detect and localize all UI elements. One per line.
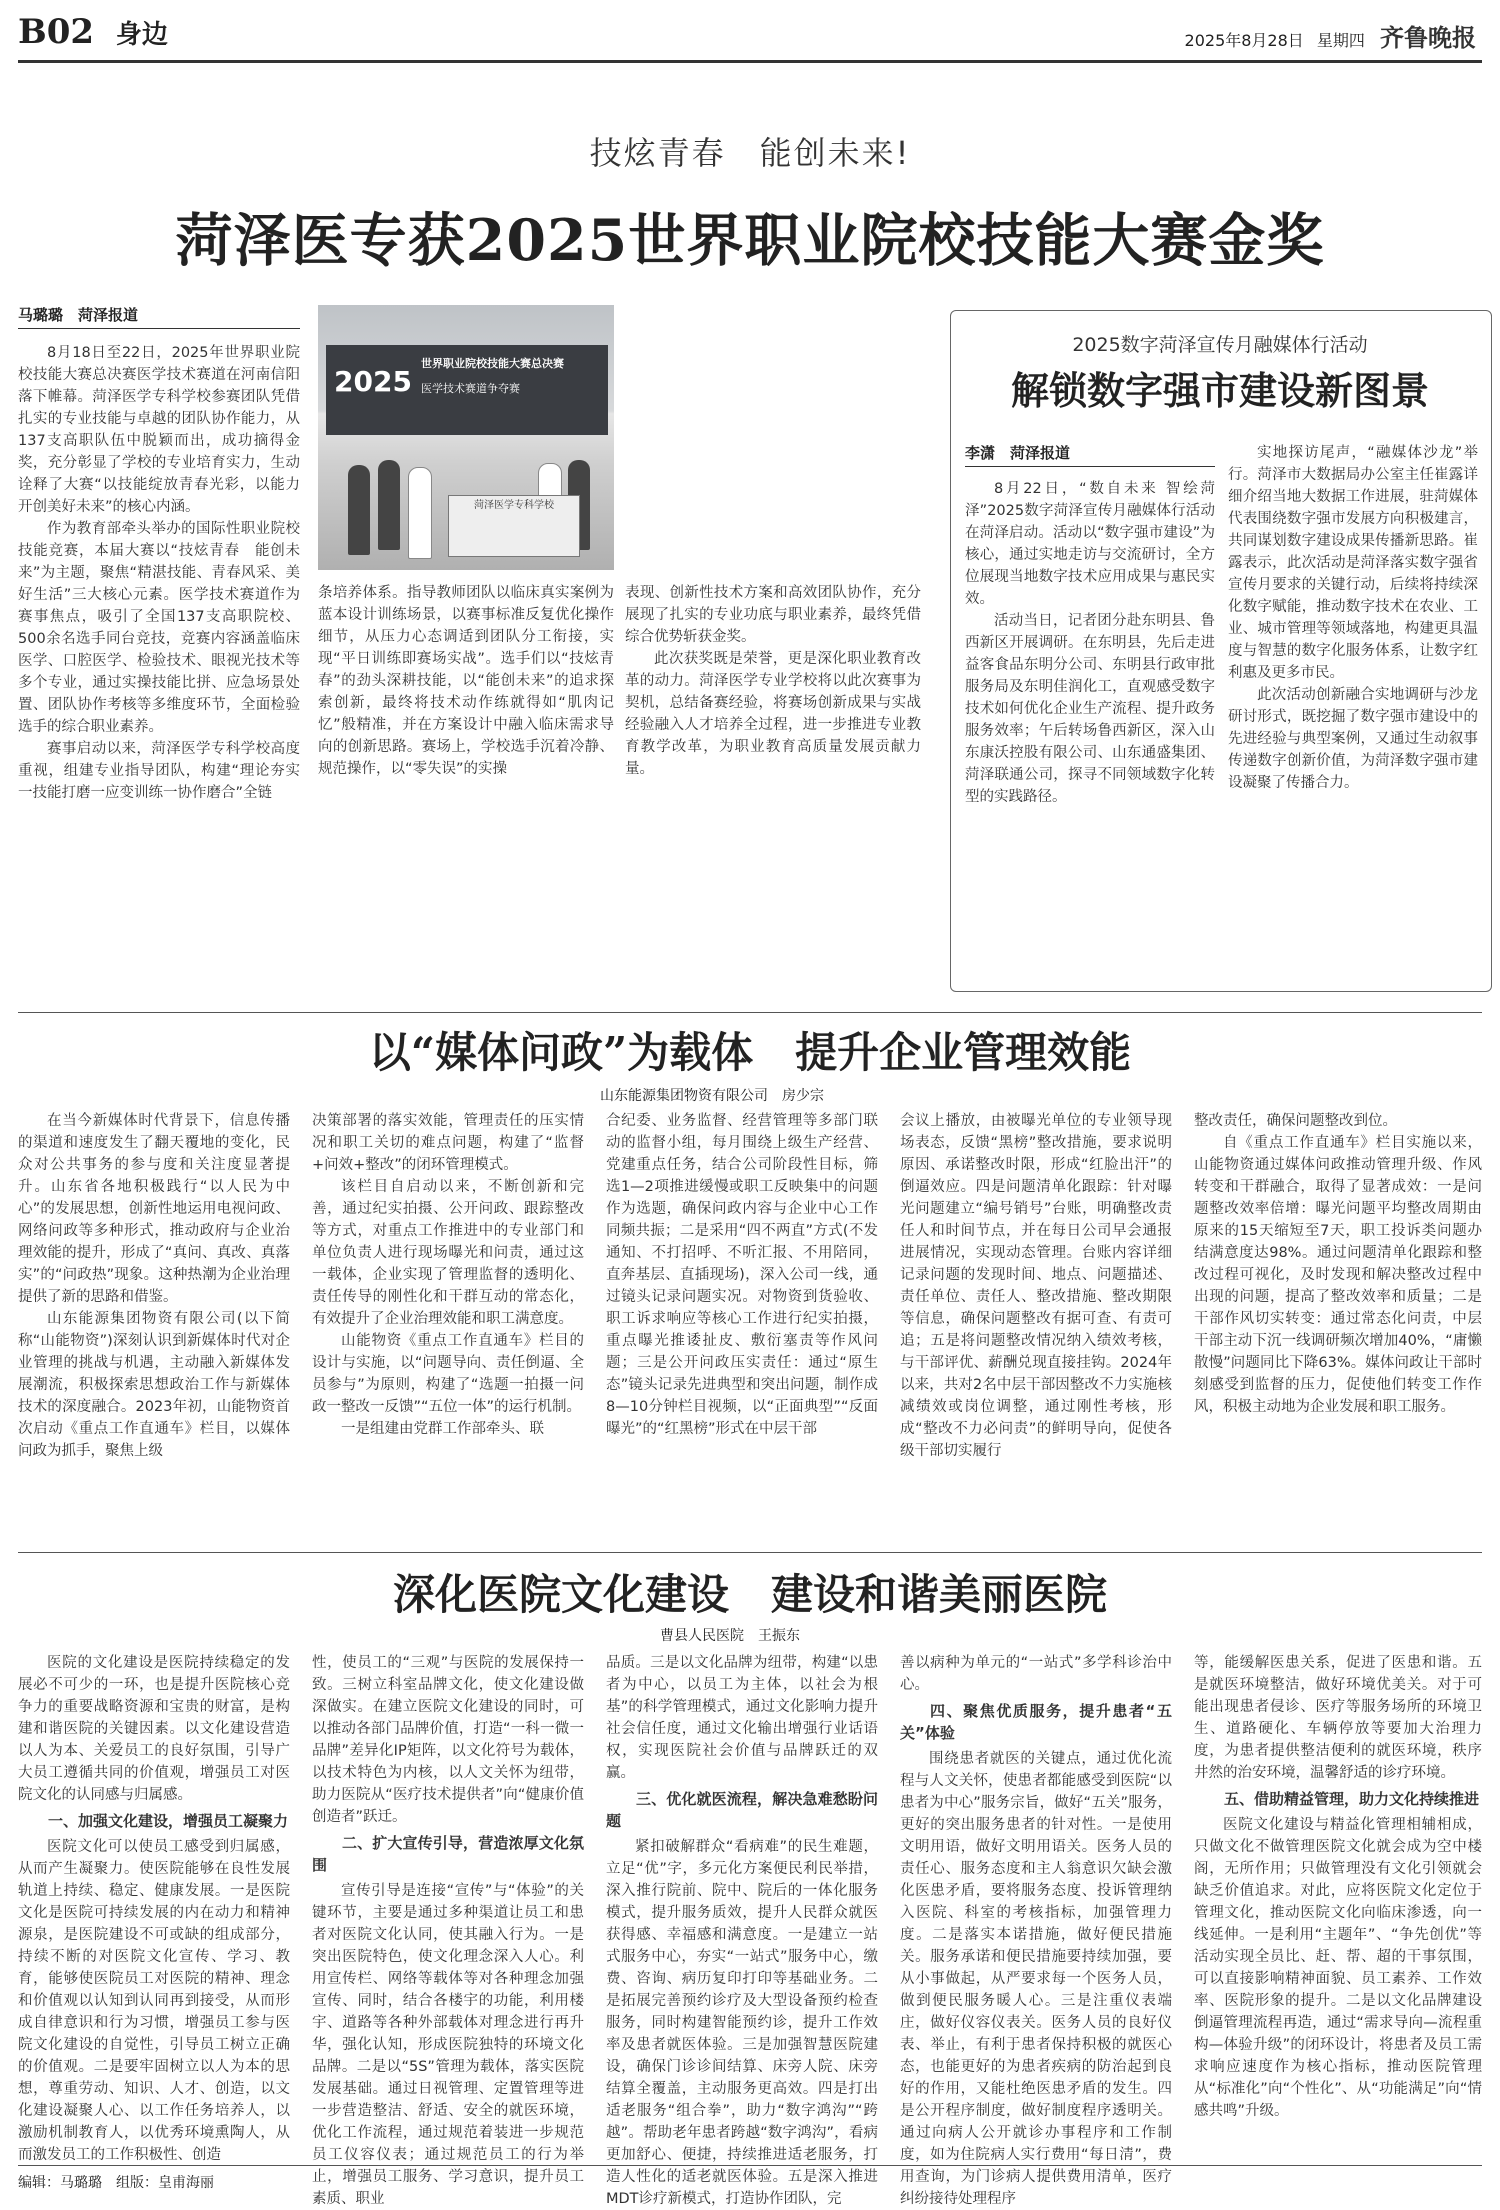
paragraph: 紧扣破解群众“看病难”的民生难题，立足“优”字，多元化方案便民利民举措，深入推行院前、院中、院后的一体化服务模式，提升服务质效，提升人民群众就医获得感、幸福感和满意度。一是建立一站式服务中心，夯实“一站式”服务中心，缴费、咨询、病历复印打印等基础业务。二是拓展完善预约诊疗及大型设备预约检查服务，同时构建智能预约诊，提升工作效率及患者就医体验。三是加强智慧医院建设，确保门诊诊间结算、床旁人院、床旁结算全覆盖，主动服务更高效。四是打出适老服务“组合拳”，助力“数字鸿沟”“跨越”。帮助老年患者跨越“数字鸿沟”，看病更加舒心、便捷，持续推进适老服务，打造人性化的适老就医体验。五是深入推进MDT诊疗新模式，打造协作团队，完 <box>606 1839 878 2207</box>
paragraph: 决策部署的落实效能，管理责任的压实情况和职工关切的难点问题，构建了“监督+问效+整改”的闭环管理模式。 <box>312 1113 584 1173</box>
paragraph: 山东能源集团物资有限公司(以下简称“山能物资”)深刻认识到新媒体时代对企业管理的挑战与机遇，主动融入新媒体发展潮流，积极探索思想政治工作与新媒体技术的深度融合。2023年初，山能物资首次启动《重点工作直通车》栏目，以媒体问政为抓手，聚焦上级 <box>18 1311 290 1459</box>
paragraph: 实地探访尾声，“融媒体沙龙”举行。菏泽市大数据局办公室主任崔露详细介绍当地大数据工作进展，驻菏媒体代表围绕数字强市发展方向积极建言，共同谋划数字建设成果传播新思路。崔露表示，此次活动是菏泽落实数字强省宣传月要求的关键行动，后续将持续深化数字赋能，推动数字技术在农业、工业、城市管理等领域落地，构建更具温度与智慧的数字化服务体系，让数字红利惠及更多市民。 <box>1228 445 1478 681</box>
issue-weekday: 星期四 <box>1316 31 1365 50</box>
article3-author: 山东能源集团物资有限公司 房少宗 <box>600 1088 824 1104</box>
article4-column-3 <box>606 1652 878 2207</box>
article3-column-3 <box>606 1110 878 1540</box>
paragraph: 在当今新媒体时代背景下，信息传播的渠道和速度发生了翻天覆地的变化，民众对公共事务的参与度和关注度显著提升。山东省各地积极践行“以人民为中心”的发展思想，创新性地运用电视问政、网络问政等多种形式，推动政府与企业治理效能的提升，形成了“真问、真改、真落实”的“问政热”现象。这种热潮为企业治理提供了新的思路和借鉴。 <box>18 1113 290 1305</box>
page-number <box>18 12 168 52</box>
award-photo <box>318 305 614 570</box>
article4-author: 曹县人民医院 王振东 <box>660 1628 800 1644</box>
event-banner <box>326 345 608 435</box>
sub-heading: 一、加强文化建设，增强员工凝聚力 <box>48 1812 289 1830</box>
sub-heading: 五、借助精益管理，助力文化持续推进 <box>1224 1790 1480 1808</box>
article3-column-4 <box>900 1110 1172 1540</box>
masthead-right <box>1185 18 1476 53</box>
paragraph: 此次活动创新融合实地调研与沙龙研讨形式，既挖掘了数字强市建设中的先进经验与典型案例，又通过生动叙事传递数字创新价值，为菏泽数字强市建设凝聚了传播合力。 <box>1228 687 1478 791</box>
paragraph: 活动当日，记者团分赴东明县、鲁西新区开展调研。在东明县，先后走进益客食品东明分公司、东明县行政审批服务局及东明佳润化工，直观感受数字技术如何优化企业生产流程、提升政务服务效率；午后转场鲁西新区，深入山东康沃控股有限公司、山东通盛集团、菏泽联通公司，探寻不同领域数字化转型的实践路径。 <box>965 613 1215 805</box>
paragraph: 医院的文化建设是医院持续稳定的发展必不可少的一环，也是提升医院核心竞争力的重要战略资源和宝贵的财富，是构建和谐医院的关键因素。以文化建设营造以人为本、关爱员工的良好氛围，引导广大员工遵循共同的价值观，增强员工对医院文化的认同感与归属感。 <box>18 1655 290 1803</box>
paragraph: 此次获奖既是荣誉，更是深化职业教育改革的动力。菏泽医学专业学校将以此次赛事为契机，总结备赛经验，将赛场创新成果与实战经验融入人才培养全过程，进一步推进专业教育教学改革，为职业教育高质量发展贡献力量。 <box>625 651 921 777</box>
sub-heading: 四、聚焦优质服务，提升患者“五关”体验 <box>900 1702 1172 1742</box>
article2-column-1 <box>965 478 1215 978</box>
paragraph: 条培养体系。指导教师团队以临床真实案例为蓝本设计训练场景，以赛事标准反复优化操作细节，从压力心态调适到团队分工衔接，实现“平日训练即赛场实战”。选手们以“技炫青春”的劲头深耕技能，以“能创未来”的追求探索创新，最终将技术动作练就得如“肌肉记忆”般精准，并在方案设计中融入临床需求导向的创新思路。赛场上，学校选手沉着冷静、规范操作，以“零失误”的实操 <box>318 585 614 777</box>
article1-column-1 <box>18 342 300 1002</box>
article4-column-5 <box>1194 1652 1482 2157</box>
paragraph: 宣传引导是连接“宣传”与“体验”的关键环节，主要是通过多种渠道让员工和患者对医院文化认同，使其融入行为。一是突出医院特色，使文化理念深入人心。利用宣传栏、网络等载体等对各种理念加强宣传、同时，结合各楼宇的功能，利用楼宇、道路等各种外部载体对理念进行再升华，强化认知，形成医院独特的环境文化品牌。二是以“5S”管理为载体，落实医院发展基础。通过日视管理、定置管理等进一步营造整洁、舒适、安全的就医环境，优化工作流程，通过规范着装进一步规范员工仪容仪表；通过规范员工的行为举止，增强员工服务、学习意识，提升员工素质、职业 <box>312 1883 584 2207</box>
section-divider <box>18 1012 1482 1013</box>
article2-kicker: 2025数字菏泽宣传月融媒体行活动 <box>1072 334 1368 356</box>
article1-column-3 <box>625 582 921 1002</box>
paragraph: 一是组建由党群工作部牵头、联 <box>341 1421 544 1437</box>
paragraph: 合纪委、业务监督、经营管理等多部门联动的监督小组，每月围绕上级生产经营、党建重点任务，结合公司阶段性目标，筛选1—2项推进缓慢或职工反映集中的问题作为选题，确保问政内容与企业中心工作同频共振；二是采用“四不两直”方式(不发通知、不打招呼、不听汇报、不用陪同，直奔基层、直插现场)，深入公司一线，通过镜头记录问题实况。对物资到货验收、职工诉求响应等核心工作进行纪实拍摄，重点曝光推诿扯皮、敷衍塞责等作风问题；三是公开问政压实责任：通过“原生态”镜头记录先进典型和突出问题，制作成8—10分钟栏目视频，以“正面典型”“反面曝光”的“红黑榜”形式在中层干部 <box>606 1113 878 1437</box>
article1-column-2 <box>318 582 614 1002</box>
header-rule <box>18 60 1482 63</box>
banner-line-2: 医学技术赛道争夺赛 <box>421 382 520 395</box>
footer-rule <box>18 2165 1482 2166</box>
flag-text: 菏泽医学专科学校 <box>474 500 554 511</box>
article1-kicker: 技炫青春 能创未来! <box>589 134 911 172</box>
article4-column-2 <box>312 1652 584 2207</box>
paragraph: 作为教育部牵头举办的国际性职业院校技能竞赛，本届大赛以“技炫青春 能创未来”为主题，聚焦“精湛技能、青春风采、美好生活”三大核心元素。医学技术赛道作为赛事焦点，吸引了全国137支高职院校、500余名选手同台竞技，竞赛内容涵盖临床医学、口腔医学、检验技术、眼视光技术等多个专业，通过实操技能比拼、应急场景处置、团队协作考核等多维度环节，全面检验选手的综合职业素养。 <box>18 521 300 735</box>
section-name: 身边 <box>115 20 168 50</box>
article3-headline: 以“媒体问政”为载体 提升企业管理效能 <box>368 1028 1132 1077</box>
article3-column-5 <box>1194 1110 1482 1540</box>
article3-column-2 <box>312 1110 584 1540</box>
article2-headline: 解锁数字强市建设新图景 <box>1010 368 1429 413</box>
paragraph: 8月18日至22日，2025年世界职业院校技能大赛总决赛医学技术赛道在河南信阳落下帷幕。菏泽医学专科学校参赛团队凭借扎实的专业技能与卓越的团队协作能力，从137支高职队伍中脱颖而出，成功摘得金奖，充分彰显了学校的专业培育实力，生动诠释了大赛“以技能绽放青春光彩，以能力开创美好未来”的核心内涵。 <box>18 345 300 515</box>
article4-column-1 <box>18 1652 290 2163</box>
banner-year: 2025 <box>334 365 412 398</box>
page-no: B02 <box>18 12 95 52</box>
footer-credits: 编辑：马璐璐 组版：皇甫海丽 <box>18 2175 214 2191</box>
paragraph: 整改责任，确保问题整改到位。 <box>1194 1113 1397 1129</box>
sub-heading: 三、优化就医流程，解决急难愁盼问题 <box>606 1790 878 1830</box>
banner-line-1: 世界职业院校技能大赛总决赛 <box>421 357 564 370</box>
article1-byline: 马璐璐 菏泽报道 <box>18 304 300 329</box>
article4-column-4 <box>900 1652 1172 2207</box>
paragraph: 围绕患者就医的关键点，通过优化流程与人文关怀，使患者都能感受到医院“以患者为中心”服务宗旨，做好“五关”服务，更好的突出服务患者的针对性。一是使用文明用语，做好文明用语关。医务人员的责任心、服务态度和主人翁意识欠缺会激化医患矛盾，要将服务态度、投诉管理纳入医院、科室的考核指标，加强管理力度。二是落实本诺措施，做好便民措施关。服务承诺和便民措施要持续加强，要从小事做起，从严要求每一个医务人员，做到便民服务暖人心。三是注重仪表端庄，做好仪容仪表关。医务人员的良好仪表、举止，有利于患者保持积极的就医心态，也能更好的为患者疾病的防治起到良好的作用，又能杜绝医患矛盾的发生。四是公开程序制度，做好制度程序透明关。通过向病人公开就诊办事程序和工作制度，如为住院病人实行费用“每日清”，费用查询，为门诊病人提供费用清单，医疗纠纷接待处理程序 <box>900 1751 1172 2207</box>
paragraph: 品质。三是以文化品牌为纽带，构建“以患者为中心，以员工为主体，以社会为根基”的科学管理模式，通过文化影响力提升社会信任度，通过文化输出增强行业话语权，实现医院社会价值与品牌跃迁的双赢。 <box>606 1655 878 1781</box>
paragraph: 医院文化可以使员工感受到归属感，从而产生凝聚力。使医院能够在良性发展轨道上持续、稳定、健康发展。一是医院文化是医院可持续发展的内在动力和精神源泉，是医院建设不可或缺的组成部分，持续不断的对医院文化宣传、学习、教育，能够使医院员工对医院的精神、理念和价值观以认知到认同再到接受，从而形成自律意识和行为习惯，增强员工参与医院文化建设的自觉性，引导员工树立正确的价值观。二是要牢固树立以人为本的思想，尊重劳动、知识、人才、创造，以文化建设凝聚人心、以工作任务培养人，以激励机制教育人，以优秀环境熏陶人，从而激发员工的工作积极性、创造 <box>18 1839 290 2163</box>
paragraph: 赛事启动以来，菏泽医学专科学校高度重视，组建专业指导团队，构建“理论夯实一技能打磨一应变训练一协作磨合”全链 <box>18 741 300 801</box>
issue-date: 2025年8月28日 <box>1184 31 1304 50</box>
article3-column-1 <box>18 1110 290 1540</box>
paragraph: 山能物资《重点工作直通车》栏目的设计与实施，以“问题导向、责任倒逼、全员参与”为原则，构建了“选题一拍摄一问政一整改一反馈”“五位一体”的运行机制。 <box>312 1333 584 1415</box>
paragraph: 自《重点工作直通车》栏目实施以来，山能物资通过媒体问政推动管理升级、作风转变和干群融合，取得了显著成效：一是问题整改效率倍增：曝光问题平均整改周期由原来的15天缩短至7天，职工投诉类问题办结满意度达98%。通过问题清单化跟踪和整改过程可视化，及时发现和解决整改过程中出现的问题，提高了整改效率和质量；二是干部作风切实转变：通过常态化问责，中层干部主动下沉一线调研频次增加40%，“庸懒散慢”问题同比下降63%。媒体问政让干部时刻感受到监督的压力，促使他们转变工作作风，积极主动地为企业发展和职工服务。 <box>1194 1135 1482 1415</box>
paragraph: 等，能缓解医患关系，促进了医患和谐。五是就医环境整洁，做好环境优美关。对于可能出现患者侵诊、医疗等服务场所的环境卫生、道路硬化、车辆停放等要加大治理力度，为患者提供整洁便利的就医环境，秩序井然的治安环境，温馨舒适的诊疗环境。 <box>1194 1655 1482 1781</box>
school-flag <box>448 495 580 557</box>
article1-headline: 菏泽医专获2025世界职业院校技能大赛金奖 <box>175 207 1325 274</box>
paragraph: 性，使员工的“三观”与医院的发展保持一致。三树立科室品牌文化，使文化建设做深做实。在建立医院文化建设的同时，可以推动各部门品牌价值，打造“一科一微一品牌”差异化IP矩阵，以文化符号为载体，以技术特色为内核，以人文关怀为纽带，助力医院从“医疗技术提供者”向“健康价值创造者”跃迁。 <box>312 1655 584 1825</box>
paragraph: 8月22日，“数自未来 智绘菏泽”2025数字菏泽宣传月融媒体行活动在菏泽启动。活动以“数字强市建设”为核心，通过实地走访与交流研讨，全方位展现当地数字技术应用成果与惠民实效。 <box>965 481 1215 607</box>
article2-byline: 李潇 菏泽报道 <box>965 442 1215 467</box>
article2-column-2 <box>1228 442 1478 978</box>
paragraph: 该栏目自启动以来，不断创新和完善，通过纪实拍摄、公开问政、跟踪整改等方式，对重点工作推进中的专业部门和单位负责人进行现场曝光和问责，通过这一载体，企业实现了管理监督的透明化、责任传导的刚性化和干群互动的常态化，有效提升了企业治理效能和职工满意度。 <box>312 1179 584 1327</box>
paragraph: 会议上播放，由被曝光单位的专业领导现场表态，反馈“黑榜”整改措施，要求说明原因、承诺整改时限，形成“红脸出汗”的倒逼效应。四是问题清单化跟踪：针对曝光问题建立“编号销号”台账，明确整改责任人和时间节点，并在每日公司早会通报进展情况，实现动态管理。台账内容详细记录问题的发现时间、地点、问题描述、责任单位、责任人、整改措施、整改期限等信息，确保问题整改有据可查、有责可追；五是将问题整改情况纳入绩效考核，与干部评优、薪酬兑现直接挂钩。2024年以来，共对2名中层干部因整改不力实施核减绩效或岗位调整，通过刚性考核，形成“整改不力必问责”的鲜明导向，促使各级干部切实履行 <box>900 1113 1172 1459</box>
article4-headline: 深化医院文化建设 建设和谐美丽医院 <box>392 1570 1107 1619</box>
sub-heading: 二、扩大宣传引导，营造浓厚文化氛围 <box>312 1834 584 1874</box>
section-divider <box>18 1552 1482 1553</box>
paragraph: 善以病种为单元的“一站式”多学科诊治中心。 <box>900 1655 1172 1693</box>
paragraph: 表现、创新性技术方案和高效团队协作，充分展现了扎实的专业功底与职业素养，最终凭借综合优势斩获金奖。 <box>625 585 921 645</box>
paper-logo: 齐鲁晚报 <box>1380 23 1476 52</box>
paragraph: 医院文化建设与精益化管理相辅相成，只做文化不做管理医院文化就会成为空中楼阁，无所作用；只做管理没有文化引领就会缺乏价值追求。对此，应将医院文化定位于管理文化，推动医院文化向临床渗透，向一线延伸。一是利用“主题年”、“争先创优”等活动实现全员比、赶、帮、超的干事氛围，可以直接影响精神面貌、员工素养、工作效率、医院形象的提升。二是以文化品牌建设倒逼管理流程再造，通过“需求导向—流程重构—体验升级”的闭环设计，将患者及员工需求响应速度作为核心指标，推动医院管理从“标准化”向“个性化”、从“功能满足”向“情感共鸣”升级。 <box>1194 1817 1482 2119</box>
